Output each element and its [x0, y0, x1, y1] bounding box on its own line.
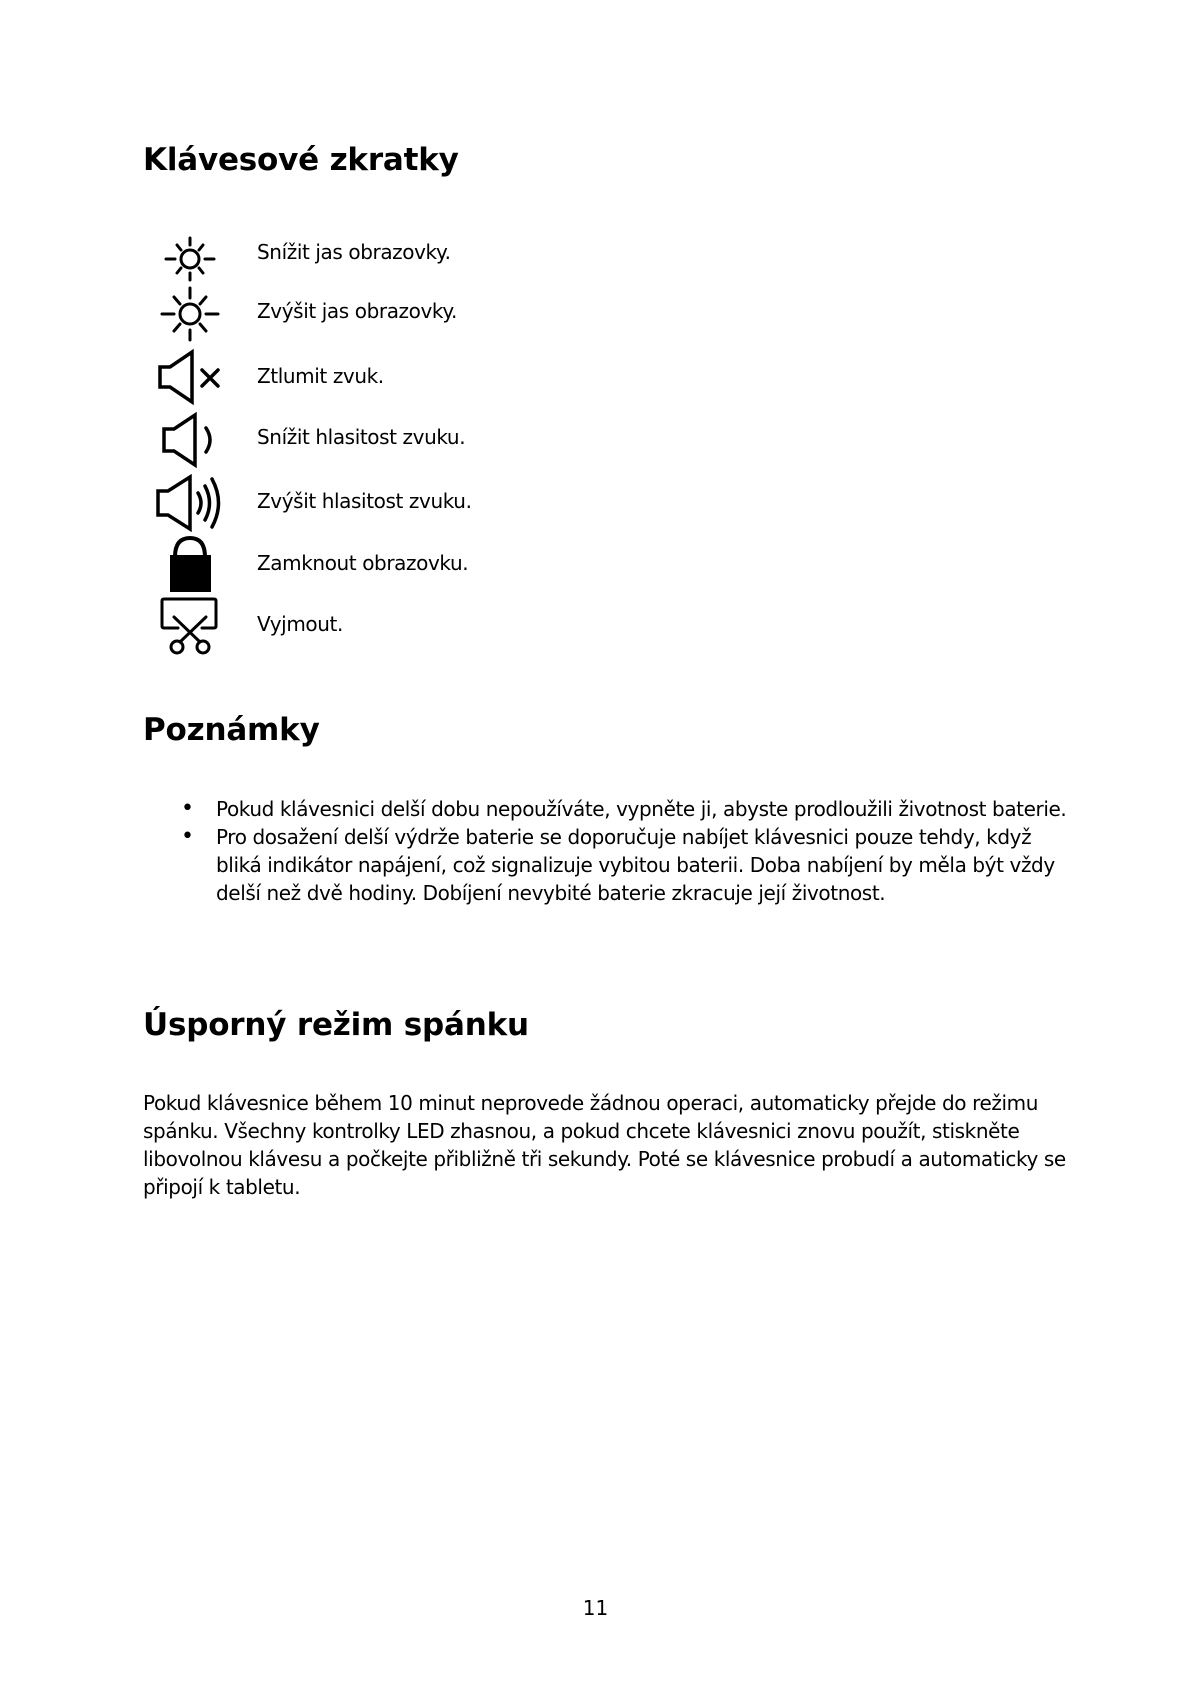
mute-icon: [150, 348, 230, 406]
shortcuts-heading: Klávesové zkratky: [143, 142, 459, 178]
shortcut-label: Zamknout obrazovku.: [257, 551, 469, 575]
shortcut-row: [150, 285, 850, 343]
shortcut-label: Ztlumit zvuk.: [257, 364, 384, 388]
shortcut-row: [150, 535, 850, 593]
page-number: 11: [582, 1596, 609, 1620]
notes-list: [143, 795, 1073, 907]
bullet-icon: •: [181, 796, 194, 821]
shortcut-label: Snížit jas obrazovky.: [257, 240, 451, 264]
note-text: Pokud klávesnici delší dobu nepoužíváte, vypněte ji, abyste prodloužili životnost baterie.: [216, 797, 1067, 821]
bullet-icon: •: [181, 824, 194, 849]
sleep-paragraph: Pokud klávesnice během 10 minut neprovede žádnou operaci, automaticky přejde do režimu spánku. Všechny kontrolky LED zhasnou, a pokud chcete klávesnici znovu použít, stiskněte libovolnou klávesu a počkejte přibližně tři sekundy. Poté se klávesnice probudí a automaticky se připojí k tabletu.: [143, 1091, 1066, 1199]
list-item: [143, 823, 1073, 907]
lock-icon: [150, 535, 230, 593]
shortcut-label: Zvýšit hlasitost zvuku.: [257, 489, 472, 513]
sleep-heading: Úsporný režim spánku: [143, 1007, 529, 1043]
cut-icon: [150, 597, 230, 655]
shortcut-row: [150, 597, 850, 655]
shortcut-row: [150, 230, 850, 288]
note-text: Pro dosažení delší výdrže baterie se doporučuje nabíjet klávesnici pouze tehdy, když bliká indikátor napájení, což signalizuje vybitou baterii. Doba nabíjení by měla být vždy delší než dvě hodiny. Dobíjení nevybité baterie zkracuje její životnost.: [216, 825, 1055, 905]
shortcut-label: Vyjmout.: [257, 612, 343, 636]
shortcut-row: [150, 348, 850, 406]
brightness-up-icon: [150, 285, 230, 343]
volume-up-icon: [150, 474, 230, 532]
volume-down-icon: [150, 411, 230, 469]
notes-heading: Poznámky: [143, 712, 320, 748]
shortcut-row: [150, 474, 850, 532]
brightness-down-icon: [150, 230, 230, 288]
shortcut-label: Snížit hlasitost zvuku.: [257, 425, 466, 449]
shortcut-row: [150, 411, 850, 469]
list-item: [143, 795, 1073, 823]
shortcut-label: Zvýšit jas obrazovky.: [257, 299, 457, 323]
